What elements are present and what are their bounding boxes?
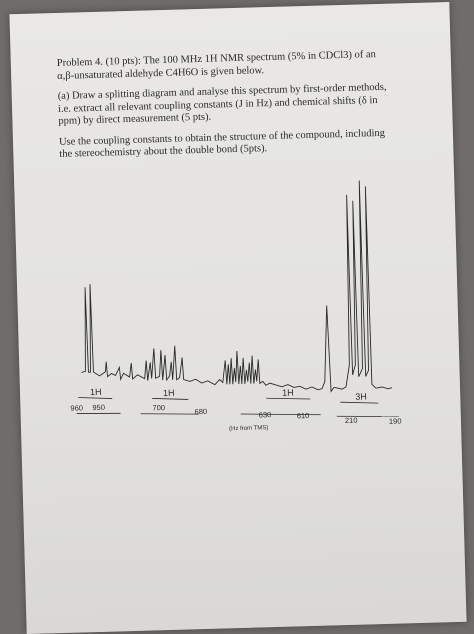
integral-1: 1H: [89, 386, 102, 398]
tick-label-950: 950: [92, 402, 106, 413]
tick-label-610: 610: [296, 411, 310, 421]
spectrum-trace: [76, 180, 392, 402]
tick-label-210: 210: [344, 415, 358, 426]
axis-unit-label: (Hz from TMS): [229, 425, 269, 433]
part-b: Use the coupling constants to obtain the structure of the compound, including the stereochemistry about the double bond (5pts).: [58, 127, 386, 160]
worksheet-page: [9, 2, 466, 634]
tick-label-960: 960: [70, 403, 84, 413]
part-a: (a) Draw a splitting diagram and analyse this spectrum by first-order methods, i.e. extract all relevant coupling constants (J in Hz) and chemical shifts (δ in ppm) by direct measurement (5 pts).: [57, 81, 387, 127]
tick-label-700: 700: [152, 403, 166, 413]
tick-label-680: 680: [194, 406, 208, 417]
axis-line-2: [141, 412, 199, 416]
axis-line-1: [77, 412, 121, 414]
tick-label-190: 190: [388, 416, 402, 426]
tick-label-630: 630: [258, 410, 272, 420]
problem-statement: Problem 4. (10 pts): The 100 MHz 1H NMR spectrum (5% in CDCl3) of an α,β-unsaturated aldehyde C4H6O is given below.: [56, 49, 377, 82]
integral-4: 3H: [355, 391, 367, 402]
integral-2: 1H: [162, 387, 175, 399]
integral-3: 1H: [281, 387, 294, 398]
nmr-spectrum: [9, 2, 466, 634]
